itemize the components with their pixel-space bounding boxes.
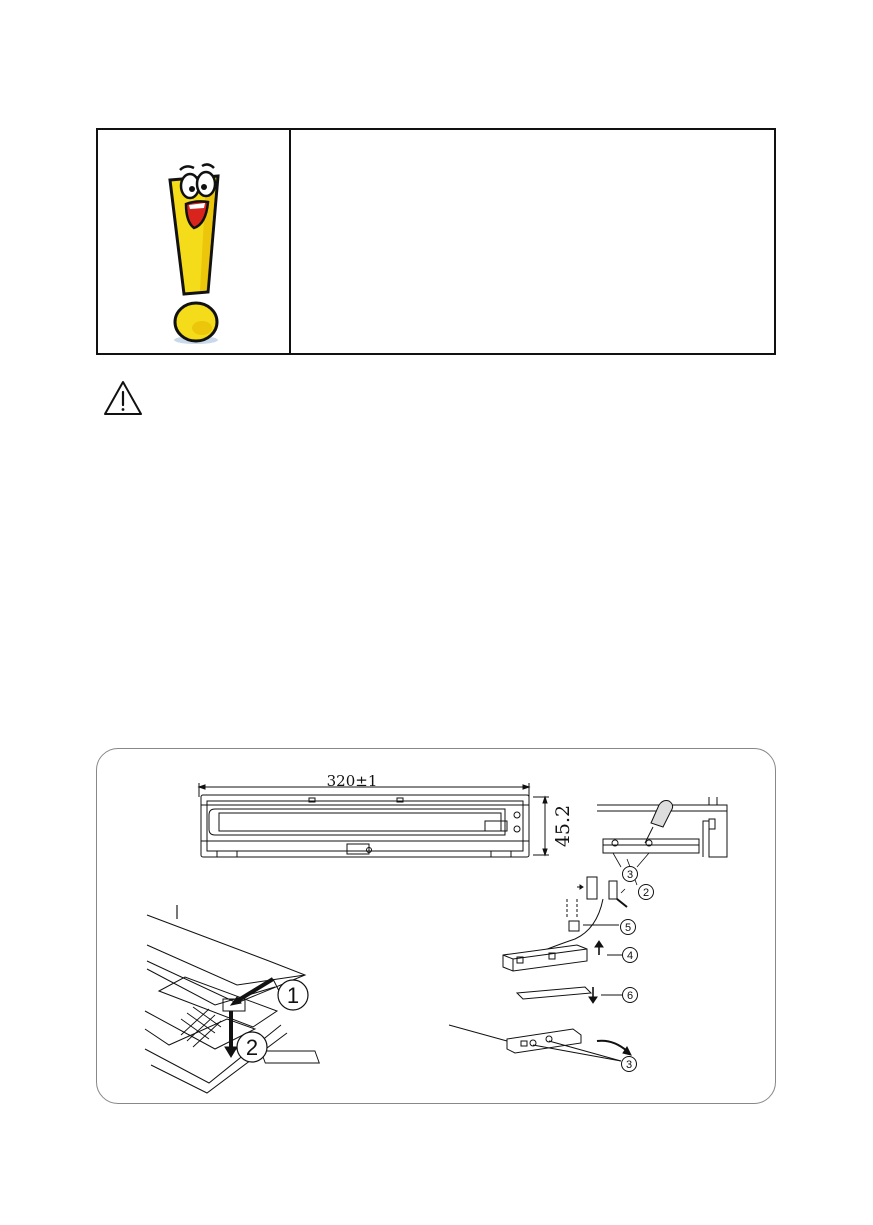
svg-text:1: 1 <box>286 983 300 1008</box>
svg-text:5: 5 <box>624 922 632 934</box>
svg-text:3: 3 <box>626 869 634 881</box>
callout-step-2 <box>237 1032 267 1062</box>
warning-triangle-icon <box>102 379 144 421</box>
exploded-parts <box>449 877 634 1061</box>
notice-box <box>96 128 776 355</box>
callout-part-2 <box>639 885 654 900</box>
light-fixture-drawing <box>199 783 549 857</box>
callout-part-4 <box>623 948 638 963</box>
callout-part-6 <box>623 988 638 1003</box>
installation-diagram <box>97 749 777 1105</box>
callout-part-3-top <box>623 867 638 882</box>
callout-step-1 <box>278 980 308 1010</box>
dimension-height-label: 45.2 <box>552 804 574 848</box>
dimension-width-label: 320±1 <box>326 772 378 790</box>
notice-divider <box>289 130 291 353</box>
svg-text:2: 2 <box>245 1035 259 1060</box>
installation-figure-panel <box>96 748 776 1104</box>
svg-text:6: 6 <box>626 990 634 1002</box>
exclamation-mascot-icon <box>158 142 228 351</box>
callout-part-3-bottom <box>622 1057 637 1072</box>
svg-text:2: 2 <box>642 887 650 899</box>
svg-text:4: 4 <box>626 950 634 962</box>
cabinet-detail-drawing <box>597 797 727 857</box>
svg-text:3: 3 <box>625 1059 633 1071</box>
